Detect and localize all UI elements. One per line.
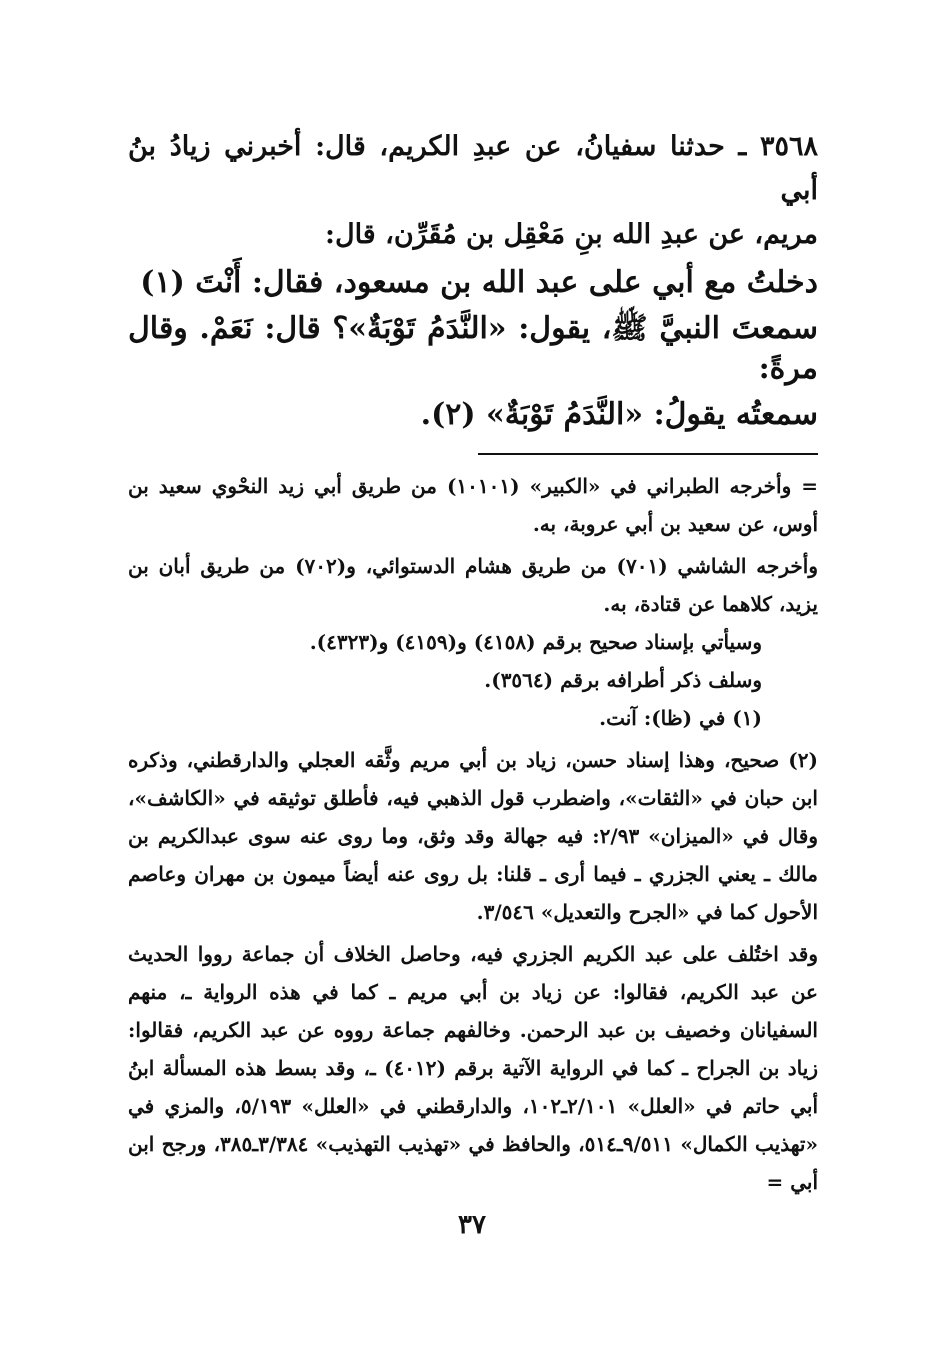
footnote-paragraph: وقد اختُلف على عبد الكريم الجزري فيه، وحاصل الخلاف أن جماعة رووا الحديث عن عبد الكريم، فقالوا: عن زياد بن أبي مريم ـ كما في هذه الرواية ـ، منهم السفيانان وخصيف بن عبد الرحمن. وخالفهم جماعة رووه عن عبد الكريم، فقالوا: زياد بن الجراح ـ كما في الرواية الآتية برقم (٤٠١٢) ـ، وقد بسط هذه المسألة ابنُ أبي حاتم في «العلل» ٢/١٠١ـ١٠٢، والدارقطني في «العلل» ٥/١٩٣، والمزي في «تهذيب الكمال» ٩/٥١١ـ٥١٤، والحافظ في «تهذيب التهذيب» ٣/٣٨٤ـ٣٨٥، ورجح ابن أبي =: [128, 942, 819, 1194]
footnote-paragraph: وسيأتي بإسناد صحيح برقم (٤١٥٨) و(٤١٥٩) و(٤٣٢٣).: [309, 630, 762, 654]
hadith-line: سمعتُه يقولُ: «النَّدَمُ تَوْبَةٌ» (٢).: [420, 397, 818, 432]
footnote-paragraph: وأخرجه الشاشي (٧٠١) من طريق هشام الدستوائي، و(٧٠٢) من طريق أبان بن يزيد، كلاهما عن قتادة، به.: [128, 554, 818, 616]
main-text: [128, 125, 818, 435]
footnote-2: (٢) صحيح، وهذا إسناد حسن، زياد بن أبي مريم وثَّقه العجلي والدارقطني، وذكره ابن حبان في «الثقات»، واضطرب قول الذهبي فيه، فأطلق توثيقه في «الكاشف»، وقال في «الميزان» ٢/٩٣: فيه جهالة وقد وثق، وما روى عنه سوى عبدالكريم بن مالك ـ يعني الجزري ـ فيما أرى ـ قلنا: بل روى عنه أيضاً ميمون بن مهران وعاصم الأحول كما في «الجرح والتعديل» ٣/٥٤٦.: [128, 748, 818, 924]
footnote-1: (١) في (ظا): آنت.: [599, 706, 762, 730]
hadith-line: ٣٥٦٨ ـ حدثنا سفيانُ، عن عبدِ الكريم، قال: أخبرني زيادُ بنُ أبي: [128, 131, 818, 206]
footnote-paragraph: = وأخرجه الطبراني في «الكبير» (١٠١٠١) من طريق أبي زيد النحْوي سعيد بن أوس، عن سعيد بن أبي عروبة، به.: [128, 474, 819, 536]
page-number: ٣٧: [458, 1210, 486, 1240]
page-body: [128, 125, 818, 1201]
footnote-paragraph: وسلف ذكر أطرافه برقم (٣٥٦٤).: [484, 668, 762, 692]
hadith-line: سمعتَ النبيَّ ﷺ، يقول: «النَّدَمُ تَوْبَةٌ»؟ قال: نَعَمْ. وقال مرةً:: [128, 311, 818, 386]
footnotes: [128, 467, 818, 1201]
hadith-line: دخلتُ مع أبي على عبد الله بن مسعود، فقال: أَنْتَ (١): [140, 265, 818, 300]
footnote-divider: [478, 453, 818, 455]
hadith-line: مريم، عن عبدِ الله بنِ مَعْقِل بن مُقَرِّن، قال:: [324, 219, 818, 250]
